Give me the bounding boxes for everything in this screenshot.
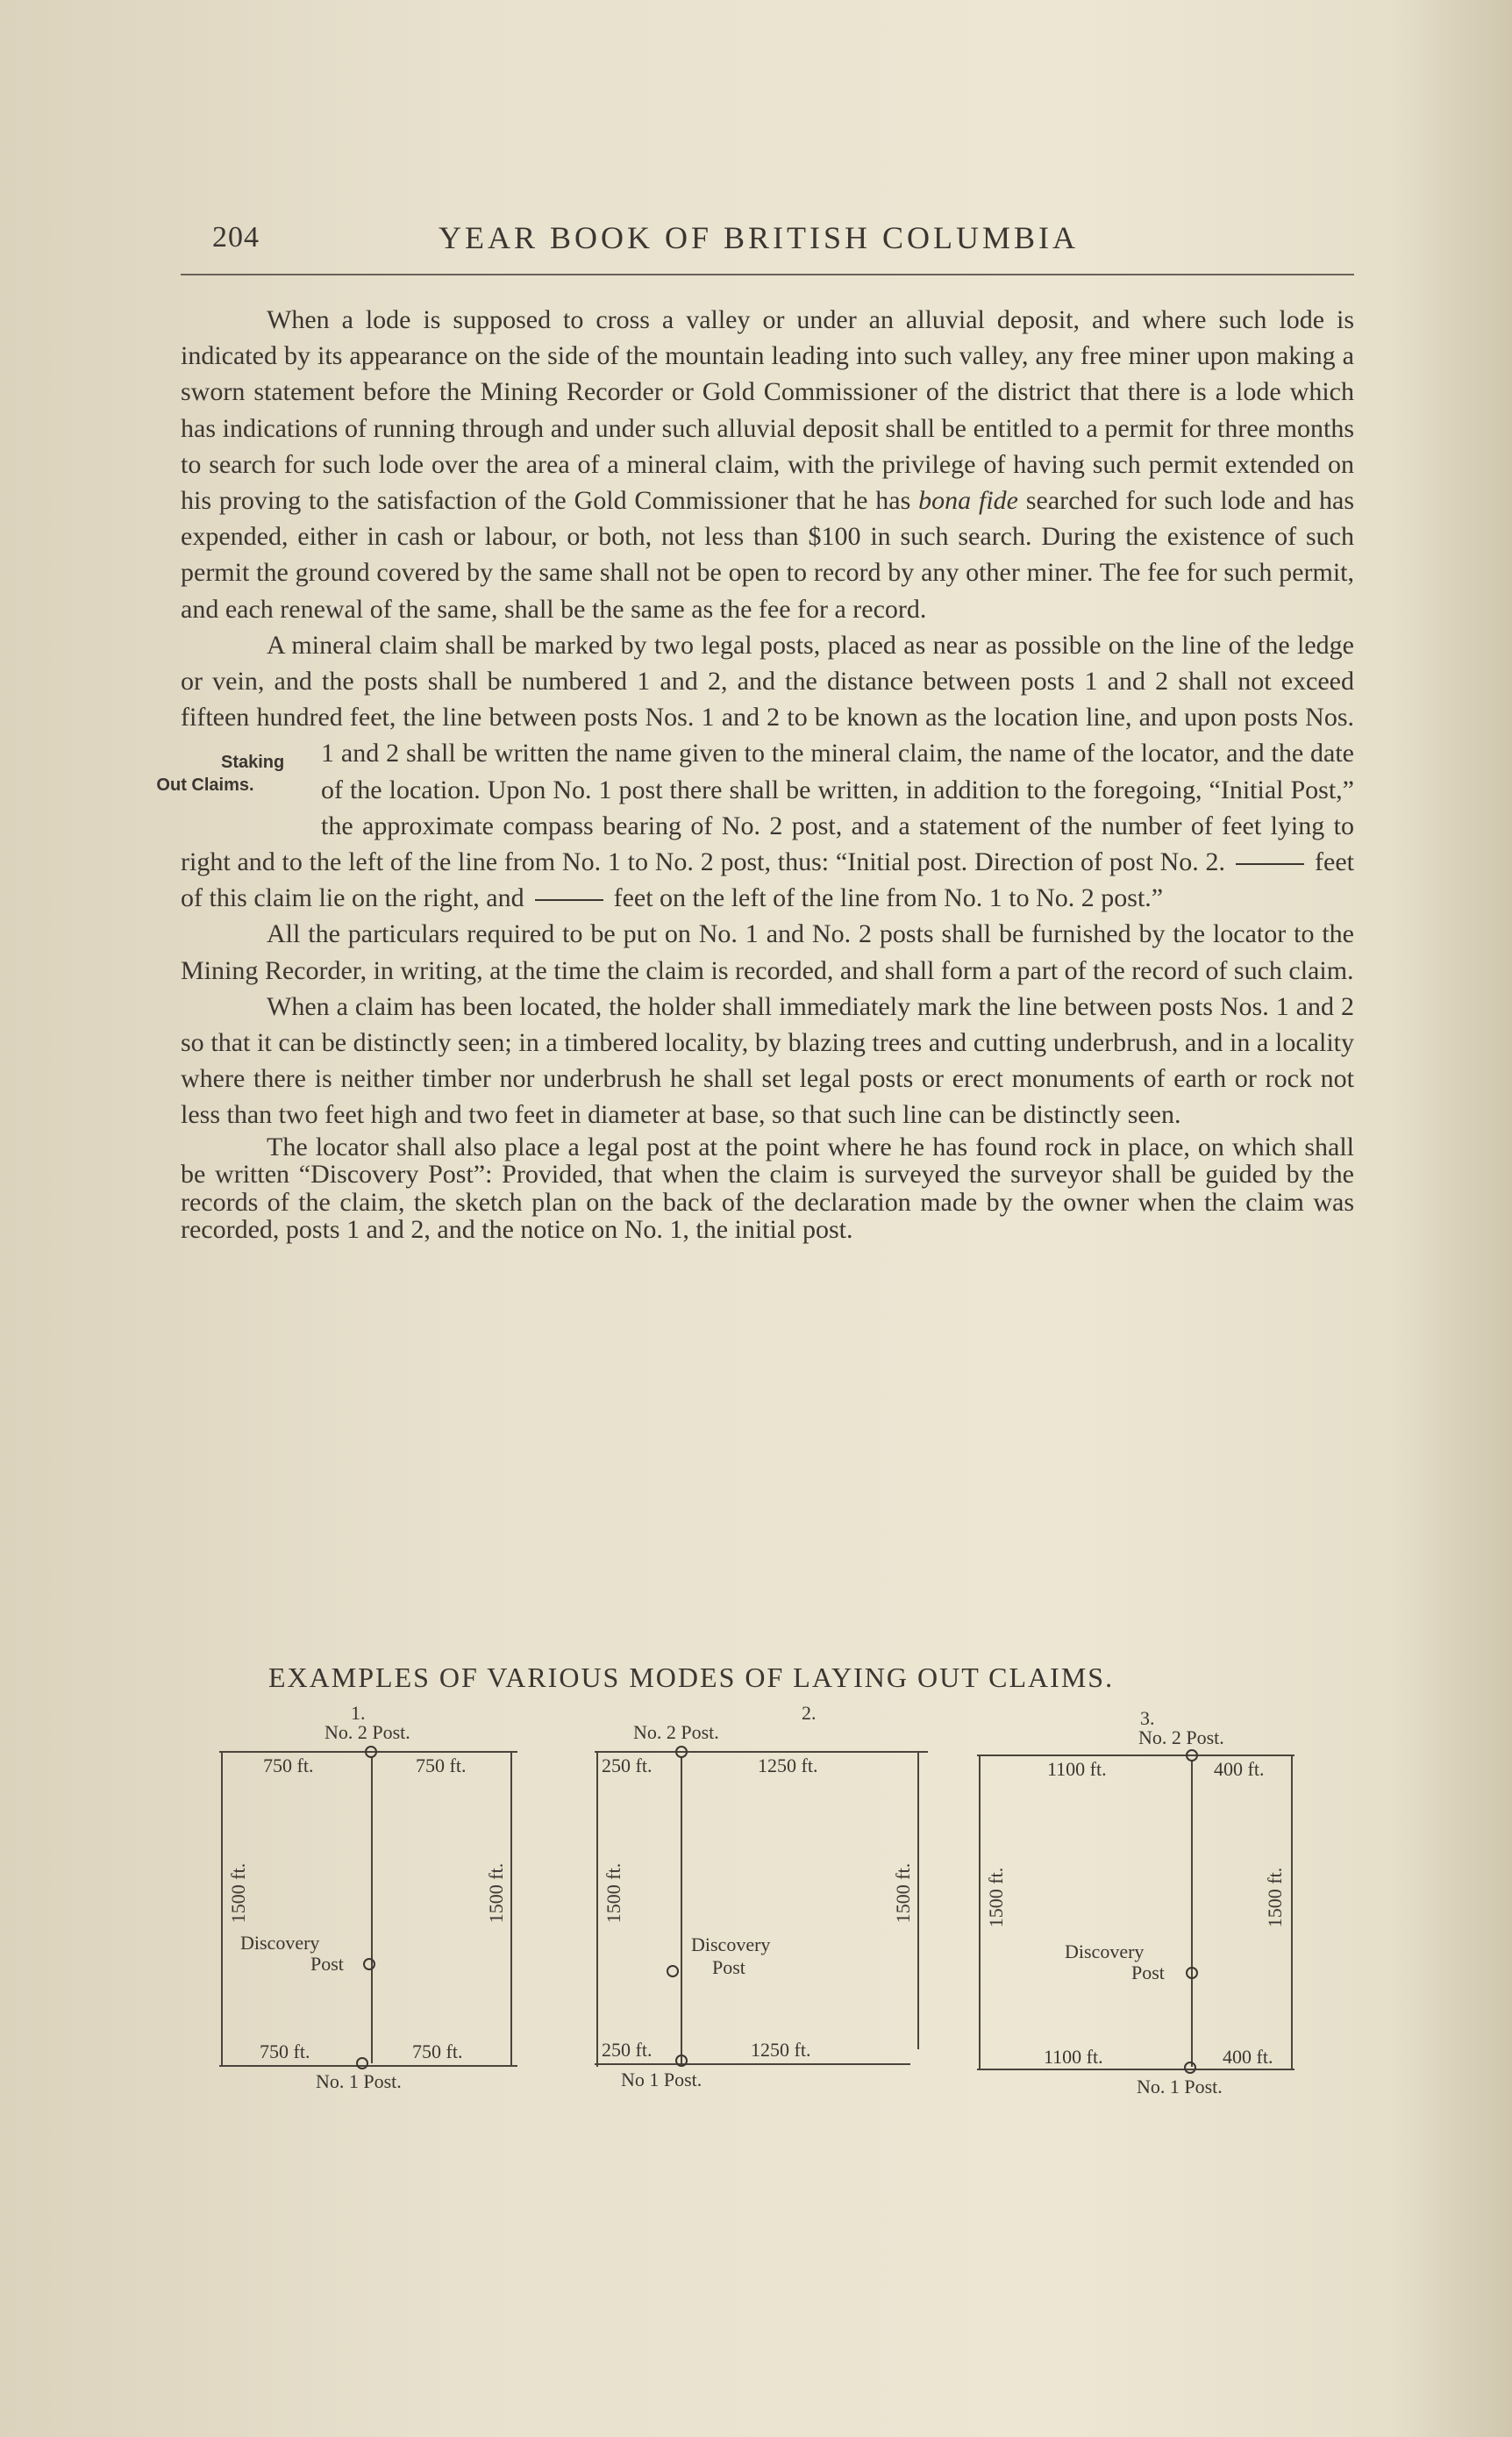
top-post-label: No. 2 Post. <box>1138 1726 1224 1748</box>
paragraph-discovery-post: The locator shall also place a legal post at the point where he has found rock in place, on which shall be written “Discovery Post”: Provided, that when the claim is surveyed the surveyor shall be guided by the records of the claim, the sketch plan on the back of the declaration made by the owner when the claim was recorded, posts 1 and 2, and the notice on No. 1, the initial post. <box>181 1132 1354 1245</box>
paragraph-text: feet of this claim lie on the right, and <box>181 847 1354 913</box>
diagram-number: 1. <box>351 1702 366 1724</box>
left-side-line <box>979 1754 981 2070</box>
body-text <box>156 302 1354 1245</box>
paragraph-text: Nos. 1 and 2 shall be written the name given to the mineral claim, the name of the locator, and the date of the location. Upon No. 1 post there shall be written, in addition to the foregoing, “Initial Post,” the approximate compass bearing of No. 2 post, and a statement of the number of feet lying to right and to the left of the line from No. 1 to No. 2 post, thus: “Initial post. Direction of post No. 2. <box>181 703 1354 877</box>
bottom-left-distance: 250 ft. <box>602 2039 653 2061</box>
top-left-distance: 250 ft. <box>602 1754 653 1776</box>
paragraph-text: A mineral claim shall be marked by two legal posts, placed as near as possible on the line of the ledge or vein, and the posts shall be numbered 1 and 2, and the distance between posts 1 and 2 shall not exceed fifteen hundred feet, the line between posts Nos. 1 and 2 to be known as the location line, and upon posts <box>181 630 1354 733</box>
right-side-line <box>1291 1754 1293 2070</box>
top-left-distance: 750 ft. <box>263 1754 314 1776</box>
emphasis-text: bona fide <box>918 486 1018 516</box>
discovery-post-marker <box>667 1965 679 1977</box>
no1-post-marker <box>1184 2062 1196 2074</box>
top-line <box>977 1754 1294 1756</box>
bottom-post-label: No 1 Post. <box>621 2069 703 2090</box>
claim-diagram-3 <box>977 1702 1298 2105</box>
top-right-distance: 1250 ft. <box>758 1754 818 1776</box>
discovery-post-marker <box>1186 1967 1198 1979</box>
margin-note: Staking Out Claims. <box>156 753 285 796</box>
left-side-length: 1500 ft. <box>985 1867 1007 1928</box>
bottom-line <box>595 2063 910 2065</box>
page-number: 204 <box>212 221 260 254</box>
right-side-length: 1500 ft. <box>892 1862 914 1924</box>
bottom-right-distance: 400 ft. <box>1223 2046 1273 2068</box>
bottom-post-label: No. 1 Post. <box>1137 2076 1223 2098</box>
blank-line <box>1236 863 1304 865</box>
left-side-length: 1500 ft. <box>227 1862 249 1924</box>
paragraph-lode-permit <box>181 302 1354 627</box>
right-side-line <box>917 1751 919 2049</box>
diagram-number: 2. <box>802 1702 817 1724</box>
bottom-line <box>219 2065 517 2067</box>
paragraph-mark-line: When a claim has been located, the holder shall immediately mark the line between posts Nos. 1 and 2 so that it can be distinctly seen; in a timbered locality, by blazing trees and cutting underbrush, and in a locality where there is neither timber nor underbrush he shall set legal posts or erect monuments of earth or rock not less than two feet high and two feet in diameter at base, so that such line can be distinctly seen. <box>181 991 1354 1130</box>
top-right-distance: 400 ft. <box>1214 1758 1265 1780</box>
paragraph-legal-posts <box>156 627 1354 917</box>
bottom-right-distance: 750 ft. <box>412 2040 463 2062</box>
left-side-line <box>596 1751 598 2067</box>
top-right-distance: 750 ft. <box>416 1754 467 1776</box>
examples-title: EXAMPLES OF VARIOUS MODES OF LAYING OUT CLAIMS. <box>268 1662 1115 1693</box>
no2-post-marker <box>365 1746 377 1758</box>
claim-diagram-2 <box>595 1702 928 2105</box>
paragraph-particulars: All the particulars required to be put on No. 1 and No. 2 posts shall be furnished by the locator to the Mining Recorder, in writing, at the time the claim is recorded, and shall form a part of the record of such claim. <box>181 919 1354 985</box>
claim-diagram-1 <box>219 1702 517 2105</box>
left-side-line <box>221 1751 223 2067</box>
bottom-post-label: No. 1 Post. <box>316 2070 402 2092</box>
left-side-length: 1500 ft. <box>603 1862 624 1924</box>
bottom-line <box>977 2069 1294 2070</box>
location-line <box>1191 1760 1193 2067</box>
header-rule <box>181 274 1354 275</box>
discovery-post-label: Post <box>712 1956 745 1978</box>
paragraph-text: searched for such lode and has expended, either in cash or labour, or both, not less than $100 in such search. During the existence of such permit the ground covered by the same shall not be open to record by any other miner. The fee for such permit, and each renewal of the same, shall be the same as the fee for a record. <box>181 486 1354 624</box>
diagram-number: 3. <box>1140 1707 1155 1729</box>
bottom-right-distance: 1250 ft. <box>751 2039 811 2061</box>
discovery-label: Discovery <box>240 1932 320 1954</box>
top-post-label: No. 2 Post. <box>325 1721 410 1743</box>
no2-post-marker <box>1186 1749 1198 1762</box>
top-line <box>595 1751 928 1753</box>
top-post-label: No. 2 Post. <box>633 1721 719 1743</box>
discovery-label: Discovery <box>691 1933 771 1955</box>
paragraph-text: feet on the left of the line from No. 1 to No. 2 post.” <box>613 883 1164 913</box>
right-side-line <box>510 1751 512 2067</box>
discovery-label: Discovery <box>1065 1940 1145 1962</box>
no1-post-marker <box>356 2057 368 2069</box>
location-line <box>681 1756 682 2063</box>
right-side-length: 1500 ft. <box>1264 1867 1286 1928</box>
bottom-left-distance: 1100 ft. <box>1044 2046 1103 2068</box>
discovery-post-marker <box>363 1958 375 1970</box>
blank-line <box>535 899 603 901</box>
discovery-post-label: Post <box>1131 1962 1165 1983</box>
margin-note-box <box>95 735 321 840</box>
no2-post-marker <box>675 1746 688 1758</box>
paragraph-text: When a lode is supposed to cross a valley or under an alluvial deposit, and where such lode is indicated by its appearance on the side of the mountain leading into such valley, any free miner upon making a sworn statement before the Mining Recorder or Gold Commissioner of the district that there is a lode which has indications of running through and under such alluvial deposit shall be entitled to a permit for three months to search for such lode over the area of a mineral claim, with the privilege of having such permit extended on his proving to the satisfaction of the Gold Commissioner that he has <box>181 305 1354 516</box>
right-side-length: 1500 ft. <box>485 1862 507 1924</box>
location-line <box>371 1756 373 2063</box>
running-title: YEAR BOOK OF BRITISH COLUMBIA <box>439 220 1080 255</box>
top-left-distance: 1100 ft. <box>1047 1758 1107 1780</box>
no1-post-marker <box>675 2055 688 2067</box>
discovery-post-label: Post <box>310 1953 344 1975</box>
bottom-left-distance: 750 ft. <box>260 2040 310 2062</box>
